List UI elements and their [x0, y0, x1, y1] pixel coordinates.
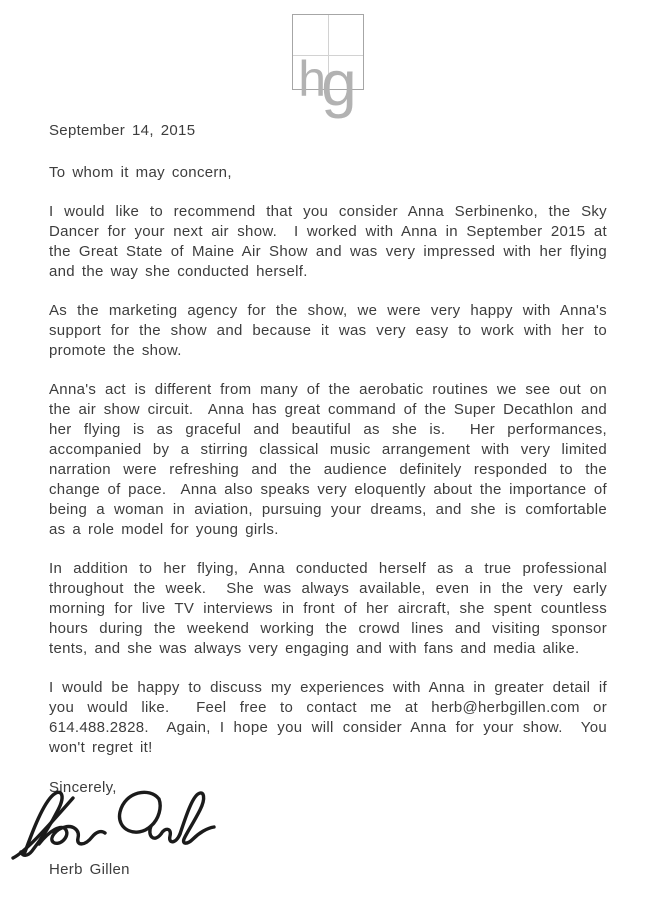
body-paragraph-1: I would like to recommend that you consider Anna Serbinenko, the Sky Dancer for your next air show. I worked with Anna in September 2015 at the Great State of Maine Air Show and was very impressed with her flying and the way she conducted herself.: [49, 203, 614, 280]
body-paragraph-5: I would be happy to discuss my experiences with Anna in greater detail if you would like. Feel free to contact me at herb@herbgillen.com or 614.488.2828. Again, I hope you will consider Anna for your show. You won't regret it!: [49, 679, 614, 756]
logo-letter-g: g: [321, 47, 357, 119]
body-paragraph-3: Anna's act is different from many of the aerobatic routines we see out on the air show circuit. Anna has great command of the Super Decathlon and her flying is as graceful and beautiful as she is. Her performances, accompanied by a stirring classical music arrangement with very limited narration were refreshing and the audience definitely responded to the change of pace. Anna also speaks very eloquently about the importance of being a woman in aviation, pursuing your dreams, and she is comfortable as a role model for young girls.: [49, 381, 614, 538]
body-paragraph-2: As the marketing agency for the show, we were very happy with Anna's support for the show and because it was very easy to work with her to promote the show.: [49, 302, 614, 359]
logo-letter-h: h: [298, 51, 325, 107]
logo-monogram: [293, 15, 363, 119]
closing-salutation: Sincerely,: [49, 779, 117, 796]
signature-handwriting: [9, 786, 607, 850]
letter-body: [0, 121, 655, 880]
salutation: To whom it may concern,: [49, 164, 232, 181]
body-paragraph-4: In addition to her flying, Anna conducted herself as a true professional throughout the week. She was always available, even in the very early morning for live TV interviews in front of her aircraft, she spent countless hours during the weekend working the crowd lines and visiting sponsor tents, and she was always very engaging and with fans and media alike.: [49, 560, 614, 657]
sender-name: Herb Gillen: [49, 861, 130, 878]
company-logo: [292, 14, 364, 119]
letter-date: September 14, 2015: [49, 122, 196, 139]
